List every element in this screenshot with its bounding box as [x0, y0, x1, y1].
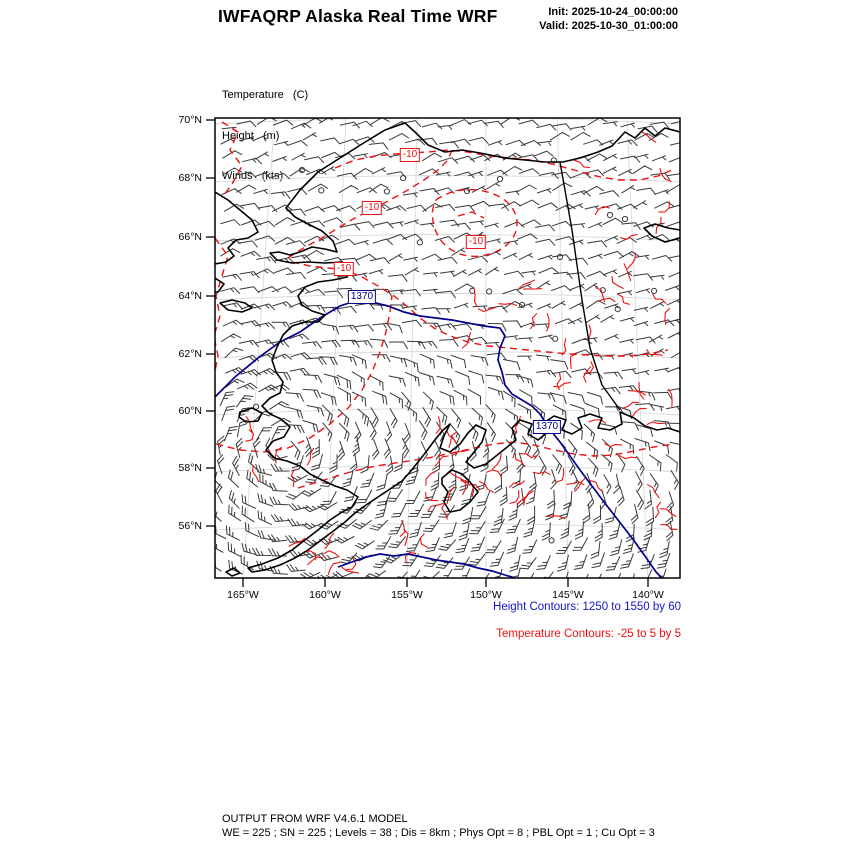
calm-wind-circle	[651, 288, 656, 293]
temperature-contour-label: -10	[362, 201, 382, 215]
temperature-contour-label: -10	[466, 235, 486, 249]
footer-model-version: OUTPUT FROM WRF V4.6.1 MODEL	[222, 813, 408, 825]
lat-tick-label: 62°N	[178, 348, 202, 360]
height-contour-label: 1370	[348, 290, 376, 304]
height-contour-label: 1370	[533, 420, 561, 434]
temperature-contours-note: Temperature Contours: -25 to 5 by 5	[496, 628, 681, 640]
lat-tick-label: 68°N	[178, 172, 202, 184]
height-contours-layer	[215, 300, 662, 578]
lat-tick-label: 64°N	[178, 290, 202, 302]
wind-barbs-layer	[209, 116, 690, 590]
calm-wind-circle	[549, 538, 554, 543]
legend-height: Height (m)	[222, 129, 280, 142]
temperature-contour-label: -10	[400, 148, 420, 162]
lat-tick-label: 70°N	[178, 114, 202, 126]
wind-barbs	[209, 116, 690, 590]
calm-wind-circle	[607, 212, 612, 217]
coastline	[226, 568, 240, 576]
lon-tick-label: 145°W	[552, 589, 584, 601]
calm-wind-circle	[557, 254, 562, 259]
valid-time: Valid: 2025-10-30_01:00:00	[539, 20, 678, 32]
calm-wind-circle	[401, 175, 406, 180]
lon-tick-label: 140°W	[632, 589, 664, 601]
lat-tick-label: 66°N	[178, 231, 202, 243]
calm-wind-circle	[384, 189, 389, 194]
calm-wind-circle	[319, 188, 324, 193]
height-contours-note: Height Contours: 1250 to 1550 by 60	[493, 601, 681, 613]
legend-winds: Winds (kts)	[222, 170, 284, 182]
calm-wind-circle	[553, 336, 558, 341]
lat-tick-label: 60°N	[178, 405, 202, 417]
lon-tick-label: 155°W	[391, 589, 423, 601]
temperature-contour	[214, 238, 228, 376]
lon-tick-label: 150°W	[470, 589, 502, 601]
temperature-contour-label: -10	[334, 262, 354, 276]
lat-tick-label: 56°N	[178, 520, 202, 532]
temperature-contour	[458, 212, 484, 218]
temperature-contour	[222, 122, 242, 198]
calm-wind-circle	[497, 176, 502, 181]
legend-temperature: Temperature (C)	[222, 89, 309, 101]
plot-title: IWFAQRP Alaska Real Time WRF	[218, 6, 498, 26]
model-footer	[222, 813, 655, 840]
lon-tick-label: 160°W	[309, 589, 341, 601]
init-time: Init: 2025-10-24_00:00:00	[548, 6, 678, 18]
lat-tick-label: 58°N	[178, 462, 202, 474]
calm-wind-circle	[417, 240, 422, 245]
height-contour	[215, 300, 662, 578]
footer-model-config: WE = 225 ; SN = 225 ; Levels = 38 ; Dis = 8km ; Phys Opt = 8 ; PBL Opt = 1 ; Cu Opt = 3	[222, 826, 655, 839]
lon-tick-label: 165°W	[227, 589, 259, 601]
calm-wind-circle	[622, 216, 627, 221]
